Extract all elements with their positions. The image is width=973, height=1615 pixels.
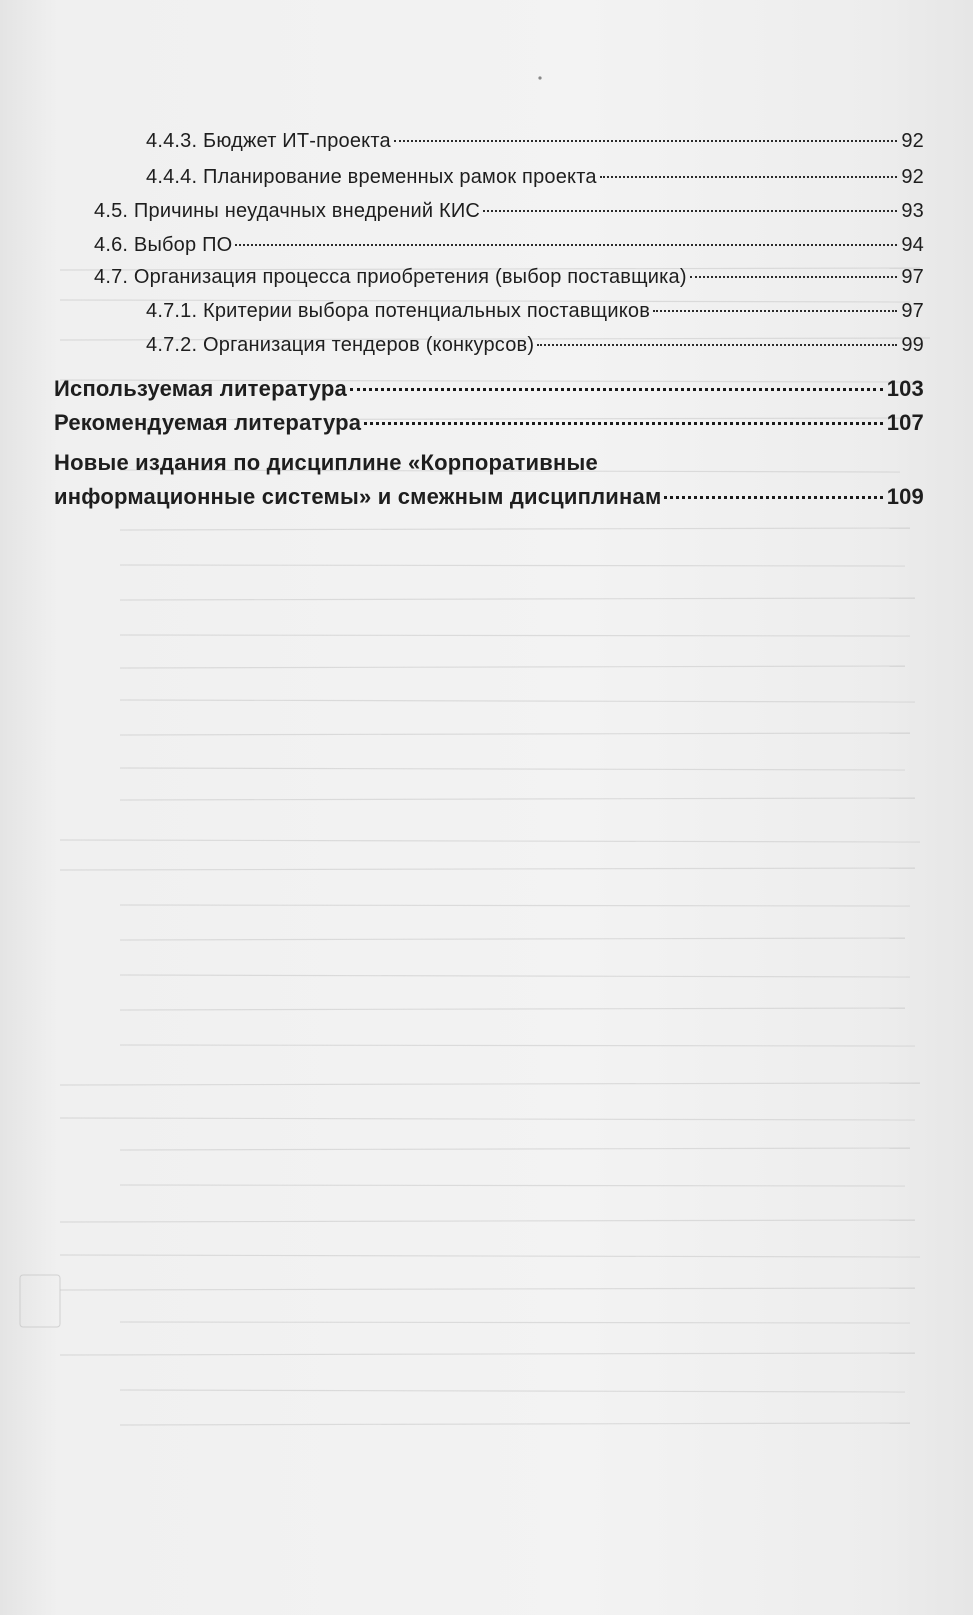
toc-entry-title: 4.7.2. Организация тендеров (конкурсов)	[146, 334, 535, 356]
toc-entry-page: 103	[886, 376, 924, 401]
dot-leader	[664, 496, 882, 499]
dot-leader	[690, 276, 898, 278]
toc-entry	[94, 234, 924, 257]
toc-entry	[94, 266, 924, 289]
toc-entry-page: 92	[901, 166, 924, 188]
toc-entry	[146, 334, 924, 357]
toc-entry-page: 97	[901, 300, 924, 322]
toc-entry-page: 97	[901, 266, 924, 288]
toc-entry-title: 4.7. Организация процесса приобретения (выбор поставщика)	[94, 266, 687, 288]
toc-entry-page: 94	[901, 234, 924, 256]
dot-leader	[600, 176, 898, 178]
toc-entry-page: 93	[901, 200, 924, 222]
dot-leader	[394, 140, 898, 142]
toc-entry-title: 4.6. Выбор ПО	[94, 234, 233, 256]
toc-entry-title: Используемая литература	[54, 376, 347, 401]
toc-entry-title: 4.4.4. Планирование временных рамок проекта	[146, 166, 597, 188]
toc-entry	[146, 166, 924, 189]
toc-entry-title-line1: Новые издания по дисциплине «Корпоративные	[54, 450, 598, 475]
dot-leader	[235, 244, 897, 246]
toc-entry-page: 92	[901, 130, 924, 152]
dot-leader	[537, 344, 897, 346]
toc-entry-major	[54, 376, 924, 402]
dot-leader	[364, 422, 882, 425]
dot-leader	[483, 210, 897, 212]
table-of-contents	[0, 0, 973, 520]
toc-entry	[146, 130, 924, 153]
toc-entry-page: 99	[901, 334, 924, 356]
toc-entry-title-line2: информационные системы» и смежным дисциплинам	[54, 484, 662, 509]
toc-entry-title: Рекомендуемая литература	[54, 410, 362, 435]
toc-entry-page: 109	[886, 484, 924, 509]
toc-entry	[146, 300, 924, 323]
toc-entry-page: 107	[886, 410, 924, 435]
toc-entry-title: 4.5. Причины неудачных внедрений КИС	[94, 200, 481, 222]
toc-entry-title: 4.7.1. Критерии выбора потенциальных поставщиков	[146, 300, 651, 322]
dot-leader	[350, 388, 883, 391]
toc-entry-title: 4.4.3. Бюджет ИТ-проекта	[146, 130, 391, 152]
dot-leader	[653, 310, 897, 312]
toc-entry-major	[54, 410, 924, 436]
toc-entry	[94, 200, 924, 223]
toc-entry-major	[54, 484, 924, 510]
